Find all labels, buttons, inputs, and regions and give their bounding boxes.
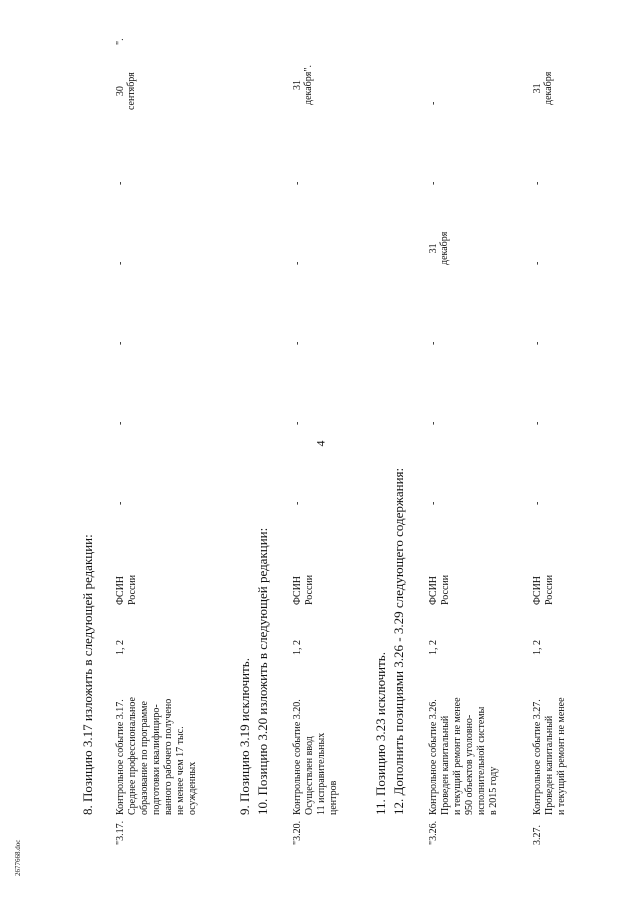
dash: - xyxy=(532,261,543,265)
row-title: Контрольное событие 3.17. Среднее профессиональное образование по программе подготовки квалифициро- ванного рабочего получено не менее чем 17 тыс. осужденных xyxy=(115,697,198,815)
row-date: 30 сентября xyxy=(115,72,137,110)
instruction-11: 11. Позицию 3.23 исключить. xyxy=(373,652,388,815)
row-codes: 1, 2 xyxy=(428,640,439,655)
dash: - xyxy=(115,421,126,425)
dash: - xyxy=(292,501,303,505)
dash: - xyxy=(428,501,439,505)
dash: - xyxy=(115,181,126,185)
dash: - xyxy=(292,341,303,345)
instruction-9: 9. Позицию 3.19 исключить. xyxy=(237,658,252,815)
dash: - xyxy=(115,261,126,265)
dash: - xyxy=(115,501,126,505)
row-executor: ФСИН России xyxy=(532,574,555,605)
dash: - xyxy=(292,181,303,185)
instruction-12: 12. Дополнить позициями 3.26 - 3.29 следующего содержания: xyxy=(391,467,406,815)
dash: - xyxy=(428,421,439,425)
dash: - xyxy=(532,341,543,345)
instruction-8: 8. Позицию 3.17 изложить в следующей редакции: xyxy=(80,534,95,815)
instruction-10: 10. Позицию 3.20 изложить в следующей редакции: xyxy=(255,527,270,815)
dash: - xyxy=(532,181,543,185)
dash: - xyxy=(428,101,439,105)
page-number: 4 xyxy=(313,440,328,447)
dash: - xyxy=(292,261,303,265)
row-codes: 1, 2 xyxy=(532,640,543,655)
dash: - xyxy=(532,421,543,425)
dash: - xyxy=(428,181,439,185)
row-number: "3.20. xyxy=(292,820,303,845)
row-number: "3.26. xyxy=(428,820,439,845)
footer-filename: 2677668.doc xyxy=(14,839,22,876)
dash: - xyxy=(428,341,439,345)
row-executor: ФСИН России xyxy=(292,574,315,605)
row-end: ". xyxy=(115,38,126,45)
dash: - xyxy=(292,421,303,425)
row-executor: ФСИН России xyxy=(428,574,451,605)
row-codes: 1, 2 xyxy=(115,640,126,655)
row-date: 31 декабря xyxy=(532,71,554,105)
row-title: Контрольное событие 3.27. Проведен капитальный и текущий ремонт не менее xyxy=(532,697,567,815)
row-executor: ФСИН России xyxy=(115,574,138,605)
row-title: Контрольное событие 3.26. Проведен капитальный и текущий ремонт не менее 950 объектов уголовно- исполнительной системы в 2015 году xyxy=(428,697,499,815)
dash: - xyxy=(532,501,543,505)
row-mid-date: 31 декабря xyxy=(428,231,450,265)
row-title: Контрольное событие 3.20. Осуществлен ввод 11 исправительных центров xyxy=(292,699,339,815)
row-number: "3.17. xyxy=(115,820,126,845)
row-codes: 1, 2 xyxy=(292,640,303,655)
dash: - xyxy=(115,341,126,345)
row-number: 3.27. xyxy=(532,825,543,845)
row-date: 31 декабря". xyxy=(292,65,314,105)
